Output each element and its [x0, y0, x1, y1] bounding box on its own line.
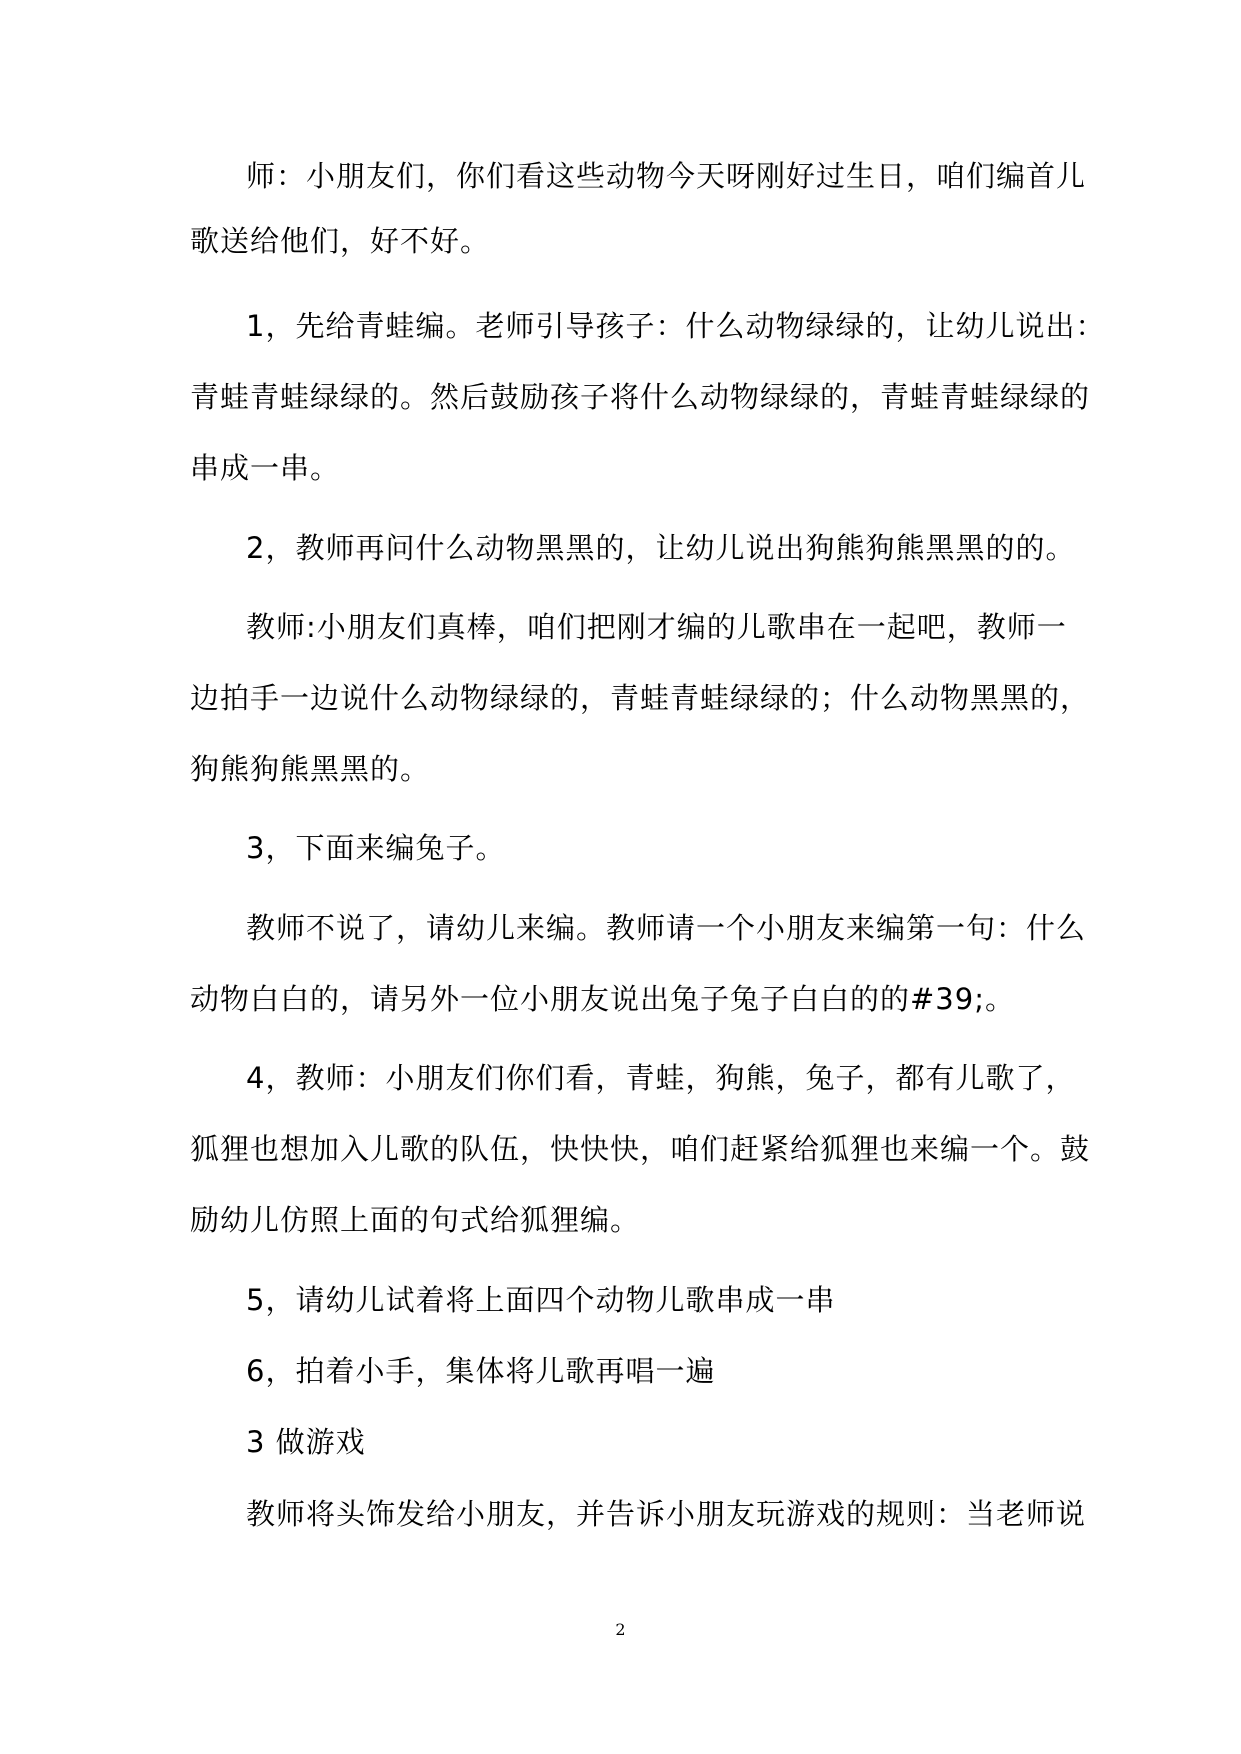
paragraph-line: 教师将头饰发给小朋友，并告诉小朋友玩游戏的规则：当老师说: [246, 1497, 1087, 1531]
paragraph-line: 狐狸也想加入儿歌的队伍，快快快，咱们赶紧给狐狸也来编一个。鼓: [190, 1132, 1091, 1166]
page-number: 2: [615, 1620, 626, 1639]
section-heading: 3 做游戏: [246, 1425, 366, 1459]
paragraph-line: 师：小朋友们，你们看这些动物今天呀刚好过生日，咱们编首儿: [246, 159, 1087, 193]
paragraph-line: 动物白白的，请另外一位小朋友说出兔子兔子白白的的#39;。: [190, 982, 1015, 1016]
paragraph-line: 5，请幼儿试着将上面四个动物儿歌串成一串: [246, 1283, 836, 1317]
paragraph-line: 1，先给青蛙编。老师引导孩子：什么动物绿绿的，让幼儿说出：: [246, 309, 1106, 343]
paragraph-line: 串成一串。: [190, 451, 341, 485]
paragraph-line: 3，下面来编兔子。: [246, 831, 506, 865]
paragraph-line: 歌送给他们，好不好。: [190, 224, 491, 258]
paragraph-line: 狗熊狗熊黑黑的。: [190, 752, 431, 786]
paragraph-line: 边拍手一边说什么动物绿绿的，青蛙青蛙绿绿的；什么动物黑黑的，: [190, 681, 1091, 715]
paragraph-line: 教师:小朋友们真棒，咱们把刚才编的儿歌串在一起吧，教师一: [246, 610, 1067, 644]
paragraph-line: 青蛙青蛙绿绿的。然后鼓励孩子将什么动物绿绿的，青蛙青蛙绿绿的: [190, 380, 1091, 414]
paragraph-line: 励幼儿仿照上面的句式给狐狸编。: [190, 1203, 641, 1237]
paragraph-line: 6，拍着小手，集体将儿歌再唱一遍: [246, 1354, 716, 1388]
paragraph-line: 教师不说了，请幼儿来编。教师请一个小朋友来编第一句：什么: [246, 911, 1087, 945]
paragraph-line: 4，教师：小朋友们你们看，青蛙，狗熊，兔子，都有儿歌了，: [246, 1061, 1076, 1095]
paragraph-line: 2，教师再问什么动物黑黑的，让幼儿说出狗熊狗熊黑黑的的。: [246, 531, 1076, 565]
